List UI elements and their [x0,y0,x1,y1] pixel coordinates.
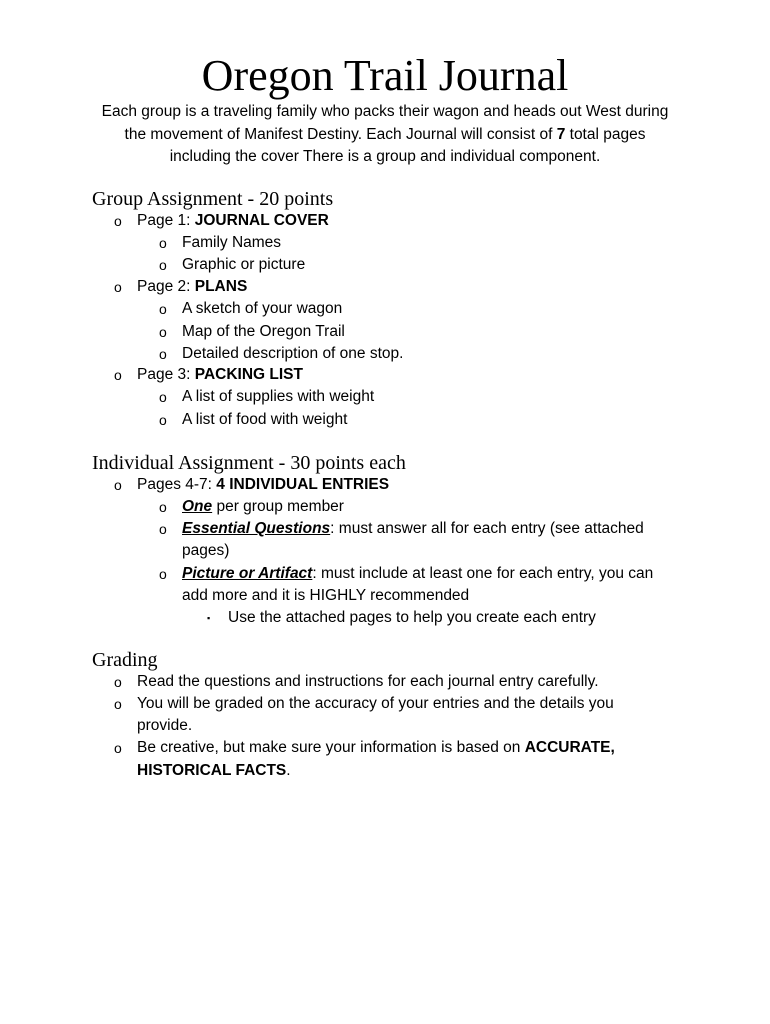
intro-line-1: Each group is a traveling family who packs their wagon and heads out West during [101,103,669,120]
item-title: 4 INDIVIDUAL ENTRIES [216,476,390,493]
item-label: Pages 4-7: [137,476,217,493]
list-item-continuation [137,760,291,782]
item-text: Map of the Oregon Trail [182,323,345,340]
list-item [159,343,404,365]
item-emphasis: One [182,498,213,515]
list-item-page-1 [114,210,329,232]
circle-bullet-icon: o [114,696,122,712]
item-text: Graphic or picture [182,256,306,273]
circle-bullet-icon: o [114,674,122,690]
item-title: PLANS [194,278,248,295]
list-item-continuation: pages) [182,542,230,559]
group-assignment-heading: Group Assignment - 20 points [92,188,334,210]
list-item-pages-4-7 [114,474,390,496]
item-emphasis: ACCURATE, [524,739,615,756]
circle-bullet-icon: o [159,257,167,273]
circle-bullet-icon: o [159,389,167,405]
list-item [159,518,644,540]
list-item-page-3 [114,364,303,386]
intro-line-3: including the cover There is a group and individual component. [169,148,601,165]
list-item [159,386,375,408]
intro-paragraph [80,101,690,169]
item-text: Family Names [182,234,282,251]
item-label: Page 2: [137,278,195,295]
grading-heading: Grading [92,649,158,671]
circle-bullet-icon: o [159,499,167,515]
list-item [114,737,615,759]
list-item [159,563,654,585]
list-item [159,409,348,431]
item-title: PACKING LIST [194,366,303,383]
item-title: JOURNAL COVER [194,212,329,229]
intro-text: total pages [565,125,646,143]
item-text: Detailed description of one stop. [182,345,404,362]
list-item [159,298,343,320]
item-text: . [286,762,291,779]
circle-bullet-icon: o [159,521,167,537]
page-title: Oregon Trail Journal [201,51,569,100]
item-text: Be creative, but make sure your information is based on [137,739,525,756]
circle-bullet-icon: o [159,235,167,251]
list-item [114,671,599,693]
item-text: Read the questions and instructions for each journal entry carefully. [137,673,599,690]
list-item [159,254,306,276]
circle-bullet-icon: o [114,213,122,229]
circle-bullet-icon: o [159,566,167,582]
individual-assignment-heading: Individual Assignment - 30 points each [92,452,406,474]
intro-text: the movement of Manifest Destiny. Each Journal will consist of [124,125,557,143]
circle-bullet-icon: o [114,367,122,383]
list-item [159,321,345,343]
list-item [114,693,614,715]
list-item-sub [207,607,596,629]
item-text: A list of food with weight [182,411,348,428]
square-bullet-icon: ▪ [207,613,211,623]
list-item [159,496,344,518]
item-text: : must include at least one for each entry, you can [312,565,654,582]
circle-bullet-icon: o [114,477,122,493]
item-emphasis: Essential Questions [182,520,331,537]
list-item-page-2 [114,276,248,298]
item-emphasis: HISTORICAL FACTS [137,762,287,779]
list-item-continuation: provide. [137,717,193,734]
circle-bullet-icon: o [159,324,167,340]
item-label: Page 1: [137,212,195,229]
circle-bullet-icon: o [159,301,167,317]
circle-bullet-icon: o [114,740,122,756]
item-text: A sketch of your wagon [182,300,343,317]
item-text: You will be graded on the accuracy of your entries and the details you [137,695,614,712]
item-label: Page 3: [137,366,195,383]
item-emphasis: Picture or Artifact [182,565,313,582]
item-text: per group member [212,498,344,515]
page-count: 7 [556,125,566,143]
item-text: Use the attached pages to help you create each entry [228,609,596,626]
circle-bullet-icon: o [159,346,167,362]
intro-line-2 [80,124,690,147]
item-text: : must answer all for each entry (see attached [330,520,644,537]
list-item [159,232,282,254]
item-text: A list of supplies with weight [182,388,375,405]
circle-bullet-icon: o [159,412,167,428]
circle-bullet-icon: o [114,279,122,295]
list-item-continuation: add more and it is HIGHLY recommended [182,587,470,604]
